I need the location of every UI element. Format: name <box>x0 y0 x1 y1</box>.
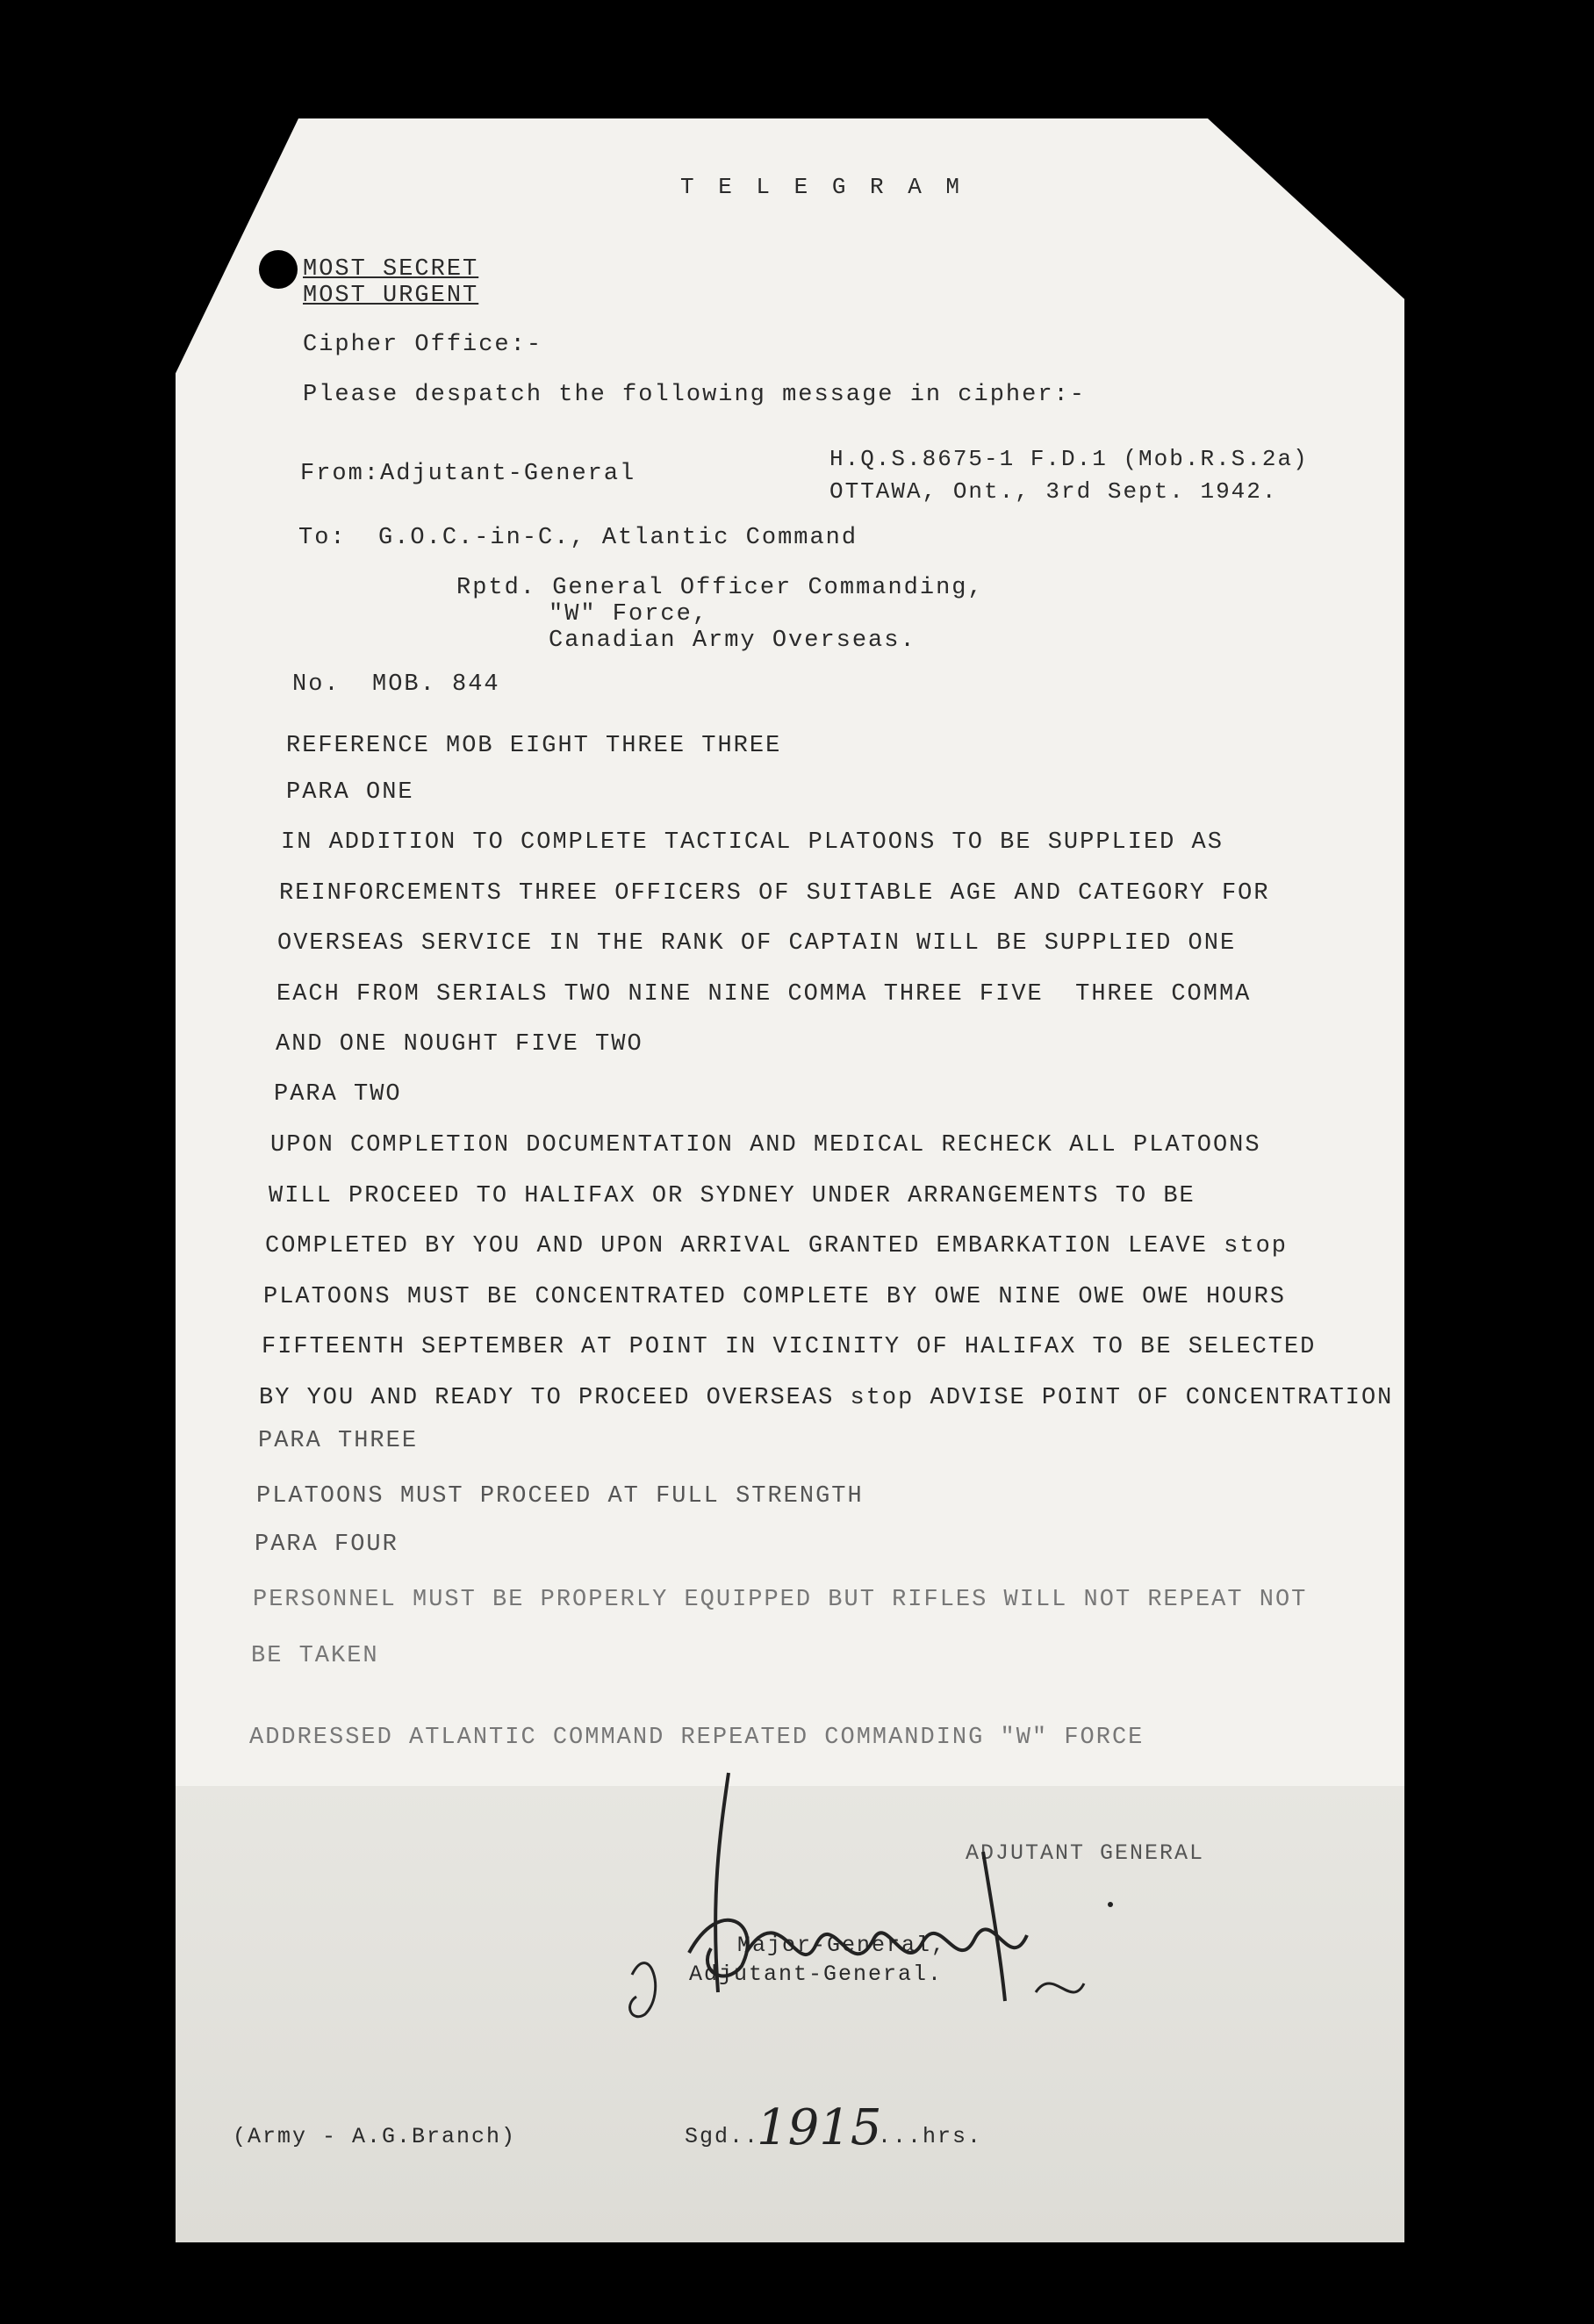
body-line: PLATOONS MUST BE CONCENTRATED COMPLETE BY OWE NINE OWE OWE HOURS <box>263 1284 1286 1310</box>
branch-footer: (Army - A.G.Branch) <box>233 2124 517 2149</box>
from-line: From:Adjutant-General <box>300 461 636 487</box>
classification-most-secret: MOST SECRET <box>303 256 479 283</box>
document-title: T E L E G R A M <box>680 174 966 200</box>
cipher-office-label: Cipher Office:- <box>303 332 543 358</box>
place-date: OTTAWA, Ont., 3rd Sept. 1942. <box>829 478 1278 505</box>
repeated-to-line-1: Rptd. General Officer Commanding, <box>456 575 984 601</box>
cipher-instruction: Please despatch the following message in cipher:- <box>303 382 1086 408</box>
body-line: PARA THREE <box>258 1428 419 1454</box>
body-line: COMPLETED BY YOU AND UPON ARRIVAL GRANTED EMBARKATION LEAVE stop <box>265 1233 1288 1259</box>
body-line: OVERSEAS SERVICE IN THE RANK OF CAPTAIN WILL BE SUPPLIED ONE <box>277 930 1237 957</box>
message-number: No. MOB. 844 <box>292 671 500 698</box>
body-line: BY YOU AND READY TO PROCEED OVERSEAS stop ADVISE POINT OF CONCENTRATION <box>259 1385 1394 1411</box>
signatory-title: Adjutant-General. <box>689 1962 944 1987</box>
body-line: BE TAKEN <box>251 1643 379 1669</box>
body-line: WILL PROCEED TO HALIFAX OR SYDNEY UNDER ARRANGEMENTS TO BE <box>269 1183 1196 1209</box>
body-line: IN ADDITION TO COMPLETE TACTICAL PLATOONS TO BE SUPPLIED AS <box>281 829 1224 856</box>
repeated-to-line-3: Canadian Army Overseas. <box>549 628 916 654</box>
sent-suffix: ...hrs. <box>878 2124 983 2149</box>
file-reference: H.Q.S.8675-1 F.D.1 (Mob.R.S.2a) <box>829 446 1309 472</box>
body-line: PERSONNEL MUST BE PROPERLY EQUIPPED BUT RIFLES WILL NOT REPEAT NOT <box>253 1587 1308 1613</box>
body-line: AND ONE NOUGHT FIVE TWO <box>276 1031 643 1058</box>
body-line: PARA ONE <box>286 779 414 806</box>
sent-prefix: Sgd.. <box>685 2124 760 2149</box>
body-line: REINFORCEMENTS THREE OFFICERS OF SUITABLE AGE AND CATEGORY FOR <box>279 880 1270 907</box>
body-line: EACH FROM SERIALS TWO NINE NINE COMMA THREE FIVE THREE COMMA <box>276 981 1252 1008</box>
body-line: PARA FOUR <box>255 1531 398 1558</box>
repeated-to-line-2: "W" Force, <box>549 601 709 628</box>
addressed-line: ADDRESSED ATLANTIC COMMAND REPEATED COMMANDING "W" FORCE <box>249 1725 1145 1751</box>
signatory-rank: Major-General, <box>737 1933 947 1958</box>
classification-most-urgent: MOST URGENT <box>303 283 479 309</box>
punch-hole <box>259 250 298 289</box>
signatory-block: ADJUTANT GENERAL <box>966 1840 1205 1866</box>
body-line: PLATOONS MUST PROCEED AT FULL STRENGTH <box>256 1483 864 1510</box>
handwritten-sent-time: 1915 <box>757 2099 882 2156</box>
body-line: UPON COMPLETION DOCUMENTATION AND MEDICAL RECHECK ALL PLATOONS <box>270 1132 1261 1158</box>
handwritten-signature <box>614 1764 1141 2027</box>
body-line: FIFTEENTH SEPTEMBER AT POINT IN VICINITY OF HALIFAX TO BE SELECTED <box>262 1334 1317 1360</box>
to-line: To: G.O.C.-in-C., Atlantic Command <box>298 525 858 551</box>
body-line: PARA TWO <box>274 1081 402 1108</box>
body-line: REFERENCE MOB EIGHT THREE THREE <box>286 733 782 759</box>
